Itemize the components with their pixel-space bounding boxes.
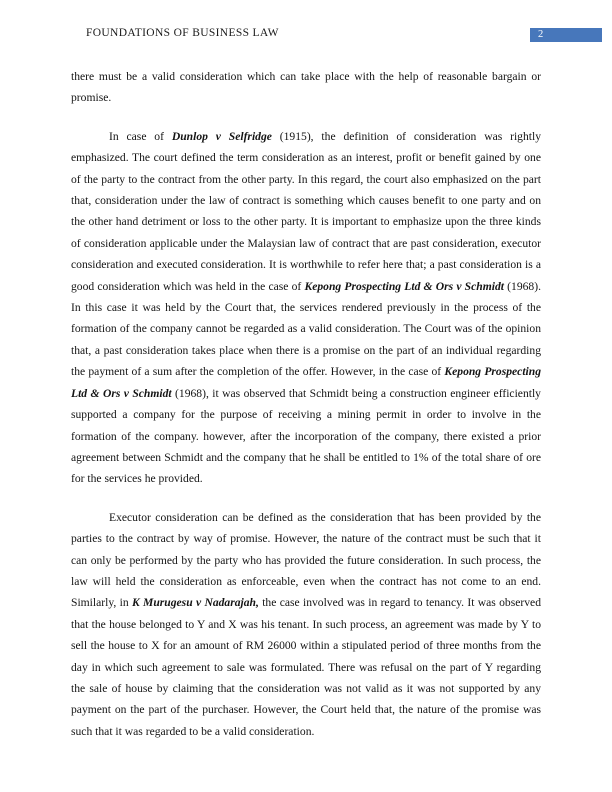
header-title: FOUNDATIONS OF BUSINESS LAW	[86, 27, 279, 39]
page-header	[0, 25, 612, 49]
case-citation: Dunlop v Selfridge	[171, 129, 272, 143]
case-citation: K Murugesu v Nadarajah,	[131, 596, 259, 610]
paragraph: In case of Dunlop v Selfridge (1915), the definition of consideration was rightly emphasized. The court defined the term consideration as an interest, profit or benefit gained by one of the party to the contract from the other party. In this regard, the court also emphasized on the part that, consideration under the law of contract is something which causes benefit to one party and on the other hand detriment or loss to the other party. It is important to emphasize upon the three kinds of consideration applicable under the Malaysian law of contract that are past consideration, executor consideration and executed consideration. It is worthwhile to refer here that; a past consideration is a good consideration which was held in the case of Kepong Prospecting Ltd & Ors v Schmidt (1968). In this case it was held by the Court that, the services rendered previously in the process of the formation of the company cannot be regarded as a valid consideration. The Court was of the opinion that, a past consideration takes place when there is a promise on the part of an individual regarding the payment of a sum after the completion of the offer. However, in the case of Kepong Prospecting Ltd & Ors v Schmidt (1968), it was observed that Schmidt being a construction engineer efficiently supported a company for the purpose of receiving a mining permit in order to involve in the formation of the company. however, after the incorporation of the company, there existed a prior agreement between Schmidt and the company that he shall be entitled to 1% of the total share of ore for the services he provided.	[71, 129, 542, 486]
document-body	[71, 66, 541, 742]
page-number-badge	[530, 28, 602, 42]
case-citation: Kepong Prospecting Ltd & Ors v Schmidt	[71, 365, 542, 400]
paragraph: Executor consideration can be defined as the consideration that has been provided by the parties to the contract by way of promise. However, the nature of the contract must be such that it can only be performed by the party who has provided the future consideration. In such process, the law will held the consideration as enforceable, even when the contract has not come to an end. Similarly, in K Murugesu v Nadarajah, the case involved was in regard to tenancy. It was observed that the house belonged to Y and X was his tenant. In such process, an agreement was made by Y to sell the house to X for an amount of RM 26000 within a stipulated period of three months from the day in which such agreement to sale was formulated. There was refusal on the part of Y regarding the sale of house by claiming that the consideration was not valid as it was not supported by any payment on the part of the purchaser. However, the Court held that, the nature of the promise was such that it was regarded to be a valid consideration.	[71, 510, 541, 738]
page-number: 2	[538, 29, 544, 40]
paragraph: there must be a valid consideration which can take place with the help of reasonable bargain or promise.	[71, 70, 541, 105]
case-citation: Kepong Prospecting Ltd & Ors v Schmidt	[304, 279, 504, 293]
